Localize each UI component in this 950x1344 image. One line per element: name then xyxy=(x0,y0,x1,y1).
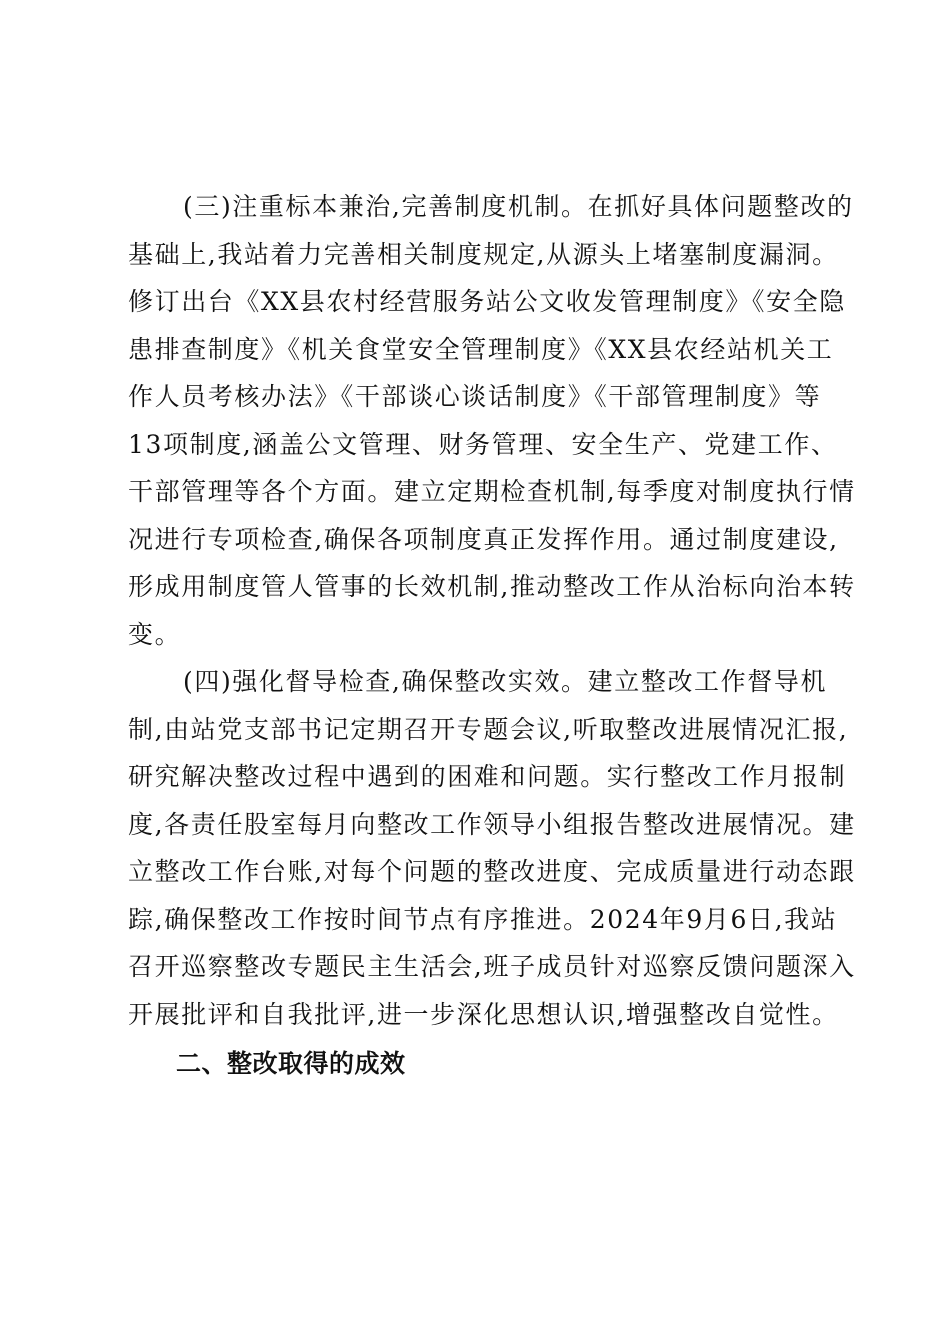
paragraph-line: 形成用制度管人管事的长效机制,推动整改工作从治标向治本转 xyxy=(128,572,856,601)
paragraph-line: 踪,确保整改工作按时间节点有序推进。2024年9月6日,我站 xyxy=(128,904,838,934)
section-heading: 二、整改取得的成效 xyxy=(176,1049,406,1078)
paragraph-line: 变。 xyxy=(128,619,182,649)
paragraph-section-3 xyxy=(128,183,856,658)
paragraph-line: 研究解决整改过程中遇到的困难和问题。实行整改工作月报制 xyxy=(128,762,847,791)
paragraph-line: 作人员考核办法》《干部谈心谈话制度》《干部管理制度》等 xyxy=(128,382,822,411)
paragraph-line: 干部管理等各个方面。建立定期检查机制,每季度对制度执行情 xyxy=(128,477,856,506)
paragraph-line: (四)强化督导检查,确保整改实效。建立整改工作督导机 xyxy=(183,667,828,696)
paragraph-line: 制,由站党支部书记定期召开专题会议,听取整改进展情况汇报, xyxy=(128,714,849,744)
paragraph-section-4 xyxy=(128,658,856,1038)
paragraph-line: 基础上,我站着力完善相关制度规定,从源头上堵塞制度漏洞。 xyxy=(128,239,839,269)
paragraph-line: 患排查制度》《机关食堂安全管理制度》《XX县农经站机关工 xyxy=(128,334,834,364)
paragraph-line: 度,各责任股室每月向整改工作领导小组报告整改进展情况。建 xyxy=(128,809,856,839)
paragraph-line: 况进行专项检查,确保各项制度真正发挥作用。通过制度建设, xyxy=(128,524,839,554)
paragraph-line: (三)注重标本兼治,完善制度机制。在抓好具体问题整改的 xyxy=(183,192,854,221)
paragraph-line: 召开巡察整改专题民主生活会,班子成员针对巡察反馈问题深入 xyxy=(128,952,856,981)
paragraph-line: 13项制度,涵盖公文管理、财务管理、安全生产、党建工作、 xyxy=(128,429,838,459)
paragraph-line: 立整改工作台账,对每个问题的整改进度、完成质量进行动态跟 xyxy=(128,857,856,886)
document-body xyxy=(128,183,856,1089)
paragraph-line: 开展批评和自我批评,进一步深化思想认识,增强整改自觉性。 xyxy=(128,999,839,1029)
paragraph-line: 修订出台《XX县农村经营服务站公文收发管理制度》《安全隐 xyxy=(128,287,846,316)
